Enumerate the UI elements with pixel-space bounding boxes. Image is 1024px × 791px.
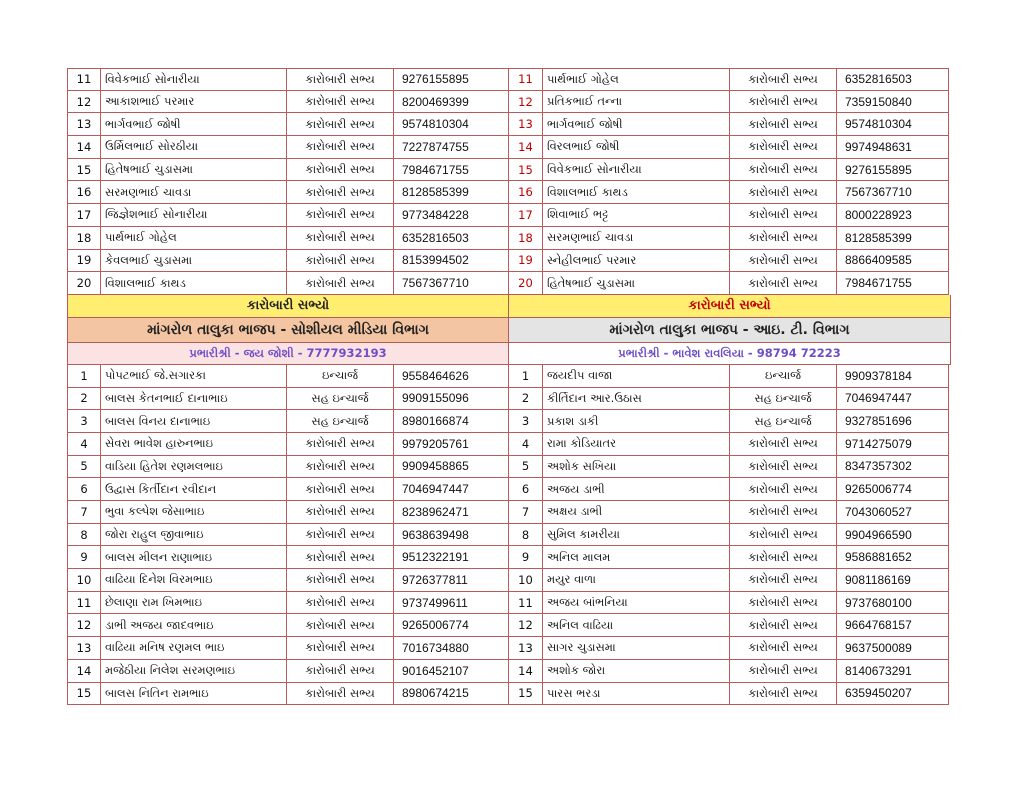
member-phone: 9909155096 xyxy=(394,388,509,411)
left-member-entry xyxy=(67,683,509,706)
left-member-entry xyxy=(67,272,509,295)
member-name: પ્રતિકભાઈ તન્ના xyxy=(543,91,730,114)
member-number: 13 xyxy=(67,637,101,660)
right-member-entry xyxy=(509,614,951,637)
left-member-entry xyxy=(67,660,509,683)
left-member-entry xyxy=(67,524,509,547)
member-name: વિરલભાઈ જોષી xyxy=(543,136,730,159)
member-role: કારોબારી સભ્ય xyxy=(287,683,394,706)
member-role: કારોબારી સભ્ય xyxy=(287,227,394,250)
member-number: 7 xyxy=(509,501,543,524)
member-number: 11 xyxy=(509,68,543,91)
member-name: પોપટભાઈ જે.સગારકા xyxy=(101,365,287,388)
member-phone: 8238962471 xyxy=(394,501,509,524)
member-role: કારોબારી સભ્ય xyxy=(287,524,394,547)
left-member-entry xyxy=(67,501,509,524)
bottom-member-table xyxy=(67,365,951,705)
member-role: કારોબારી સભ્ય xyxy=(287,159,394,182)
member-phone: 9276155895 xyxy=(837,159,949,182)
member-number: 5 xyxy=(509,456,543,479)
member-phone: 7567367710 xyxy=(837,181,949,204)
right-member-entry xyxy=(509,250,951,273)
member-number: 15 xyxy=(509,683,543,706)
member-name: સ્નેહીલભાઈ પરમાર xyxy=(543,250,730,273)
member-name: રામા કોડિયાતર xyxy=(543,433,730,456)
left-member-entry xyxy=(67,592,509,615)
member-phone: 9512322191 xyxy=(394,546,509,569)
member-name: પ્રકાશ ડાકી xyxy=(543,410,730,433)
member-phone: 9909378184 xyxy=(837,365,949,388)
member-role: કારોબારી સભ્ય xyxy=(730,569,837,592)
member-role: કારોબારી સભ્ય xyxy=(730,592,837,615)
right-member-entry xyxy=(509,592,951,615)
member-role: કારોબારી સભ્ય xyxy=(730,272,837,295)
member-phone: 6352816503 xyxy=(837,68,949,91)
member-number: 18 xyxy=(509,227,543,250)
left-member-entry xyxy=(67,227,509,250)
table-row xyxy=(67,136,951,159)
table-row xyxy=(67,433,951,456)
member-number: 15 xyxy=(509,159,543,182)
members-heading-left: કારોબારી સભ્યો xyxy=(67,295,509,318)
member-role: કારોબારી સભ્ય xyxy=(730,181,837,204)
member-name: અજય ડાભી xyxy=(543,478,730,501)
member-phone: 9574810304 xyxy=(394,113,509,136)
member-phone: 8200469399 xyxy=(394,91,509,114)
incharge-band xyxy=(67,343,951,365)
member-name: સરમણભાઈ ચાવડા xyxy=(543,227,730,250)
member-name: જયદીપ વાજા xyxy=(543,365,730,388)
member-name: સેવરા ભાવેશ હારુનભાઇ xyxy=(101,433,287,456)
member-number: 10 xyxy=(509,569,543,592)
right-member-entry xyxy=(509,501,951,524)
member-number: 14 xyxy=(509,660,543,683)
member-role: સહ ઇન્ચાર્જ xyxy=(730,388,837,411)
member-number: 9 xyxy=(509,546,543,569)
department-heading-band xyxy=(67,318,951,343)
member-phone: 9773484228 xyxy=(394,204,509,227)
member-phone: 8347357302 xyxy=(837,456,949,479)
right-member-entry xyxy=(509,456,951,479)
member-name: વિવેકભાઈ સોનારીયા xyxy=(543,159,730,182)
table-row xyxy=(67,456,951,479)
member-name: અનિલ માલમ xyxy=(543,546,730,569)
right-member-entry xyxy=(509,569,951,592)
table-row xyxy=(67,68,951,91)
right-member-entry xyxy=(509,683,951,706)
member-name: વિશાલભાઈ કાથડ xyxy=(101,272,287,295)
member-number: 13 xyxy=(509,637,543,660)
member-role: કારોબારી સભ્ય xyxy=(730,501,837,524)
member-phone: 9265006774 xyxy=(394,614,509,637)
member-role: ઇન્ચાર્જ xyxy=(730,365,837,388)
member-role: કારોબારી સભ્ય xyxy=(730,433,837,456)
left-member-entry xyxy=(67,388,509,411)
member-role: કારોબારી સભ્ય xyxy=(730,478,837,501)
member-name: હિતેષભાઈ ચુડાસમા xyxy=(101,159,287,182)
right-member-entry xyxy=(509,524,951,547)
member-number: 4 xyxy=(509,433,543,456)
member-number: 4 xyxy=(67,433,101,456)
member-name: વિશાલભાઈ કાથડ xyxy=(543,181,730,204)
member-phone: 9327851696 xyxy=(837,410,949,433)
member-phone: 9638639498 xyxy=(394,524,509,547)
member-phone: 9574810304 xyxy=(837,113,949,136)
member-phone: 8128585399 xyxy=(837,227,949,250)
right-member-entry xyxy=(509,136,951,159)
member-role: કારોબારી સભ્ય xyxy=(730,113,837,136)
table-row xyxy=(67,204,951,227)
right-member-entry xyxy=(509,478,951,501)
member-phone: 9714275079 xyxy=(837,433,949,456)
member-number: 17 xyxy=(67,204,101,227)
member-name: શિવાભાઈ ભટ્ટ xyxy=(543,204,730,227)
member-phone: 9979205761 xyxy=(394,433,509,456)
member-phone: 8153994502 xyxy=(394,250,509,273)
table-row xyxy=(67,227,951,250)
member-name: કીર્તિદાન આર.ઉઠાસ xyxy=(543,388,730,411)
member-name: છેલાણા રામ ખિમભાઇ xyxy=(101,592,287,615)
left-member-entry xyxy=(67,478,509,501)
member-name: પારસ ભરડા xyxy=(543,683,730,706)
member-number: 6 xyxy=(67,478,101,501)
member-role: કારોબારી સભ્ય xyxy=(287,478,394,501)
right-member-entry xyxy=(509,272,951,295)
table-row xyxy=(67,272,951,295)
member-name: જોરા રાહુલ જીવાભાઇ xyxy=(101,524,287,547)
member-number: 15 xyxy=(67,683,101,706)
left-member-entry xyxy=(67,68,509,91)
department-heading-social-media: માંગરોળ તાલુકા ભાજપ - સોશીયલ મીડિયા વિભાગ xyxy=(67,318,509,343)
left-member-entry xyxy=(67,569,509,592)
member-number: 17 xyxy=(509,204,543,227)
member-phone: 8128585399 xyxy=(394,181,509,204)
member-role: કારોબારી સભ્ય xyxy=(287,456,394,479)
right-member-entry xyxy=(509,546,951,569)
member-role: કારોબારી સભ્ય xyxy=(287,181,394,204)
table-row xyxy=(67,546,951,569)
member-role: કારોબારી સભ્ય xyxy=(287,68,394,91)
member-phone: 9904966590 xyxy=(837,524,949,547)
right-member-entry xyxy=(509,365,951,388)
member-phone: 7567367710 xyxy=(394,272,509,295)
member-list-sheet xyxy=(67,68,951,705)
member-role: કારોબારી સભ્ય xyxy=(287,433,394,456)
member-number: 3 xyxy=(509,410,543,433)
member-number: 5 xyxy=(67,456,101,479)
member-number: 2 xyxy=(67,388,101,411)
member-name: જિજ્ઞેશભાઈ સોનારીયા xyxy=(101,204,287,227)
right-member-entry xyxy=(509,181,951,204)
member-number: 14 xyxy=(509,136,543,159)
member-phone: 7016734880 xyxy=(394,637,509,660)
member-role: કારોબારી સભ્ય xyxy=(287,272,394,295)
member-number: 11 xyxy=(67,592,101,615)
member-number: 1 xyxy=(509,365,543,388)
member-phone: 8980674215 xyxy=(394,683,509,706)
member-number: 11 xyxy=(67,68,101,91)
member-role: કારોબારી સભ્ય xyxy=(730,204,837,227)
member-number: 14 xyxy=(67,136,101,159)
member-role: કારોબારી સભ્ય xyxy=(287,569,394,592)
table-row xyxy=(67,592,951,615)
member-number: 11 xyxy=(509,592,543,615)
member-name: અજય બાંભનિયા xyxy=(543,592,730,615)
left-member-entry xyxy=(67,456,509,479)
member-phone: 9081186169 xyxy=(837,569,949,592)
table-row xyxy=(67,524,951,547)
table-row xyxy=(67,159,951,182)
member-role: કારોબારી સભ્ય xyxy=(730,524,837,547)
department-heading-it: માંગરોળ તાલુકા ભાજપ - આઇ. ટી. વિભાગ xyxy=(509,318,951,343)
member-number: 8 xyxy=(67,524,101,547)
right-member-entry xyxy=(509,388,951,411)
member-name: હિતેષભાઈ ચુડાસમા xyxy=(543,272,730,295)
member-phone: 8000228923 xyxy=(837,204,949,227)
member-name: અશોક સખિયા xyxy=(543,456,730,479)
table-row xyxy=(67,569,951,592)
member-role: કારોબારી સભ્ય xyxy=(730,91,837,114)
member-number: 6 xyxy=(509,478,543,501)
table-row xyxy=(67,91,951,114)
table-row xyxy=(67,637,951,660)
member-phone: 9265006774 xyxy=(837,478,949,501)
member-name: વાઢિયા દિનેશ વિરમભાઇ xyxy=(101,569,287,592)
member-number: 8 xyxy=(509,524,543,547)
member-name: વાડિયા હિતેશ રણમલભાઇ xyxy=(101,456,287,479)
incharge-it: પ્રભારીશ્રી - ભાવેશ રાવલિયા - 98794 72223 xyxy=(509,343,951,365)
left-member-entry xyxy=(67,91,509,114)
member-number: 1 xyxy=(67,365,101,388)
member-name: ભાર્ગવભાઈ જોષી xyxy=(543,113,730,136)
member-number: 20 xyxy=(509,272,543,295)
member-phone: 7043060527 xyxy=(837,501,949,524)
left-member-entry xyxy=(67,113,509,136)
left-member-entry xyxy=(67,410,509,433)
member-number: 16 xyxy=(67,181,101,204)
member-role: કારોબારી સભ્ય xyxy=(730,159,837,182)
left-member-entry xyxy=(67,546,509,569)
left-member-entry xyxy=(67,637,509,660)
member-role: કારોબારી સભ્ય xyxy=(287,614,394,637)
right-member-entry xyxy=(509,410,951,433)
member-phone: 7046947447 xyxy=(394,478,509,501)
member-number: 12 xyxy=(67,614,101,637)
members-heading-band xyxy=(67,295,951,318)
member-name: સાગર ચુડાસમા xyxy=(543,637,730,660)
member-phone: 9737680100 xyxy=(837,592,949,615)
member-phone: 7984671755 xyxy=(837,272,949,295)
member-phone: 8140673291 xyxy=(837,660,949,683)
member-number: 2 xyxy=(509,388,543,411)
member-name: વિવેકભાઈ સોનારીયા xyxy=(101,68,287,91)
left-member-entry xyxy=(67,204,509,227)
left-member-entry xyxy=(67,365,509,388)
member-role: કારોબારી સભ્ય xyxy=(730,683,837,706)
member-role: કારોબારી સભ્ય xyxy=(287,592,394,615)
member-phone: 7984671755 xyxy=(394,159,509,182)
member-number: 15 xyxy=(67,159,101,182)
table-row xyxy=(67,683,951,706)
member-number: 10 xyxy=(67,569,101,592)
member-phone: 9586881652 xyxy=(837,546,949,569)
member-phone: 7227874755 xyxy=(394,136,509,159)
member-number: 16 xyxy=(509,181,543,204)
member-name: બાલસ વિનય દાનાભાઇ xyxy=(101,410,287,433)
left-member-entry xyxy=(67,250,509,273)
member-number: 13 xyxy=(509,113,543,136)
member-name: સરમણભાઈ ચાવડા xyxy=(101,181,287,204)
member-number: 19 xyxy=(509,250,543,273)
member-role: કારોબારી સભ્ય xyxy=(287,113,394,136)
member-role: કારોબારી સભ્ય xyxy=(730,637,837,660)
member-role: સહ ઇન્ચાર્જ xyxy=(287,410,394,433)
left-member-entry xyxy=(67,433,509,456)
member-role: ઇન્ચાર્જ xyxy=(287,365,394,388)
member-phone: 6352816503 xyxy=(394,227,509,250)
member-role: સહ ઇન્ચાર્જ xyxy=(287,388,394,411)
member-name: ઉર્મિલભાઈ સોરઠીયા xyxy=(101,136,287,159)
right-member-entry xyxy=(509,660,951,683)
member-phone: 6359450207 xyxy=(837,683,949,706)
member-phone: 9637500089 xyxy=(837,637,949,660)
member-name: અક્ષય ડાભી xyxy=(543,501,730,524)
member-role: કારોબારી સભ્ય xyxy=(730,546,837,569)
member-role: કારોબારી સભ્ય xyxy=(730,227,837,250)
left-member-entry xyxy=(67,614,509,637)
right-member-entry xyxy=(509,204,951,227)
member-number: 12 xyxy=(509,614,543,637)
member-name: પાર્થભાઈ ગોહેલ xyxy=(101,227,287,250)
member-name: મજેઠીયા નિલેશ સરમણભાઇ xyxy=(101,660,287,683)
right-member-entry xyxy=(509,91,951,114)
member-role: કારોબારી સભ્ય xyxy=(730,614,837,637)
table-row xyxy=(67,365,951,388)
right-member-entry xyxy=(509,433,951,456)
member-phone: 7046947447 xyxy=(837,388,949,411)
table-row xyxy=(67,501,951,524)
member-role: કારોબારી સભ્ય xyxy=(287,546,394,569)
member-phone: 9664768157 xyxy=(837,614,949,637)
member-name: ભુવા કલ્પેશ જેસાભાઇ xyxy=(101,501,287,524)
member-role: કારોબારી સભ્ય xyxy=(730,136,837,159)
member-role: કારોબારી સભ્ય xyxy=(730,250,837,273)
member-role: કારોબારી સભ્ય xyxy=(730,68,837,91)
member-name: સુમિલ કામરીયા xyxy=(543,524,730,547)
left-member-entry xyxy=(67,136,509,159)
member-role: કારોબારી સભ્ય xyxy=(730,456,837,479)
member-name: ઉદ્વાસ કિર્તીદાન રવીદાન xyxy=(101,478,287,501)
member-phone: 9909458865 xyxy=(394,456,509,479)
member-phone: 7359150840 xyxy=(837,91,949,114)
member-number: 20 xyxy=(67,272,101,295)
right-member-entry xyxy=(509,227,951,250)
member-name: અનિલ વાઢિયા xyxy=(543,614,730,637)
member-number: 9 xyxy=(67,546,101,569)
member-phone: 9974948631 xyxy=(837,136,949,159)
table-row xyxy=(67,614,951,637)
member-name: ભાર્ગવભાઈ જોષી xyxy=(101,113,287,136)
member-name: બાલસ કેતનભાઈ દાનાભાઇ xyxy=(101,388,287,411)
member-role: કારોબારી સભ્ય xyxy=(287,91,394,114)
table-row xyxy=(67,478,951,501)
member-role: કારોબારી સભ્ય xyxy=(287,660,394,683)
right-member-entry xyxy=(509,637,951,660)
member-name: બાલસ મીલન રાણાભાઇ xyxy=(101,546,287,569)
member-phone: 9558464626 xyxy=(394,365,509,388)
top-member-table xyxy=(67,68,951,295)
left-member-entry xyxy=(67,159,509,182)
right-member-entry xyxy=(509,113,951,136)
left-member-entry xyxy=(67,181,509,204)
member-number: 18 xyxy=(67,227,101,250)
member-phone: 9737499611 xyxy=(394,592,509,615)
members-heading-right: કારોબારી સભ્યો xyxy=(509,295,951,318)
member-phone: 9016452107 xyxy=(394,660,509,683)
member-number: 7 xyxy=(67,501,101,524)
member-phone: 8866409585 xyxy=(837,250,949,273)
member-name: પાર્થભાઈ ગોહેલ xyxy=(543,68,730,91)
table-row xyxy=(67,250,951,273)
member-number: 14 xyxy=(67,660,101,683)
member-phone: 9726377811 xyxy=(394,569,509,592)
table-row xyxy=(67,181,951,204)
member-number: 12 xyxy=(509,91,543,114)
table-row xyxy=(67,660,951,683)
member-phone: 8980166874 xyxy=(394,410,509,433)
member-role: કારોબારી સભ્ય xyxy=(287,637,394,660)
member-role: કારોબારી સભ્ય xyxy=(287,136,394,159)
member-number: 3 xyxy=(67,410,101,433)
incharge-social-media: પ્રભારીશ્રી - જય જોશી - 7777932193 xyxy=(67,343,509,365)
member-number: 13 xyxy=(67,113,101,136)
member-role: કારોબારી સભ્ય xyxy=(287,204,394,227)
right-member-entry xyxy=(509,68,951,91)
member-number: 12 xyxy=(67,91,101,114)
member-role: કારોબારી સભ્ય xyxy=(287,501,394,524)
table-row xyxy=(67,388,951,411)
member-name: મયુર વાળા xyxy=(543,569,730,592)
member-name: આકાશભાઈ પરમાર xyxy=(101,91,287,114)
table-row xyxy=(67,410,951,433)
member-role: કારોબારી સભ્ય xyxy=(287,250,394,273)
member-name: કેવલભાઈ ચુડાસમા xyxy=(101,250,287,273)
member-name: ડાભી અજય જાદવભાઇ xyxy=(101,614,287,637)
member-number: 19 xyxy=(67,250,101,273)
table-row xyxy=(67,113,951,136)
member-role: સહ ઇન્ચાર્જ xyxy=(730,410,837,433)
member-name: બાલસ નિતિન રામભાઇ xyxy=(101,683,287,706)
member-name: અશોક જોરા xyxy=(543,660,730,683)
right-member-entry xyxy=(509,159,951,182)
member-name: વાઢિયા મનિષ રણમલ ભાઇ xyxy=(101,637,287,660)
member-role: કારોબારી સભ્ય xyxy=(730,660,837,683)
member-phone: 9276155895 xyxy=(394,68,509,91)
